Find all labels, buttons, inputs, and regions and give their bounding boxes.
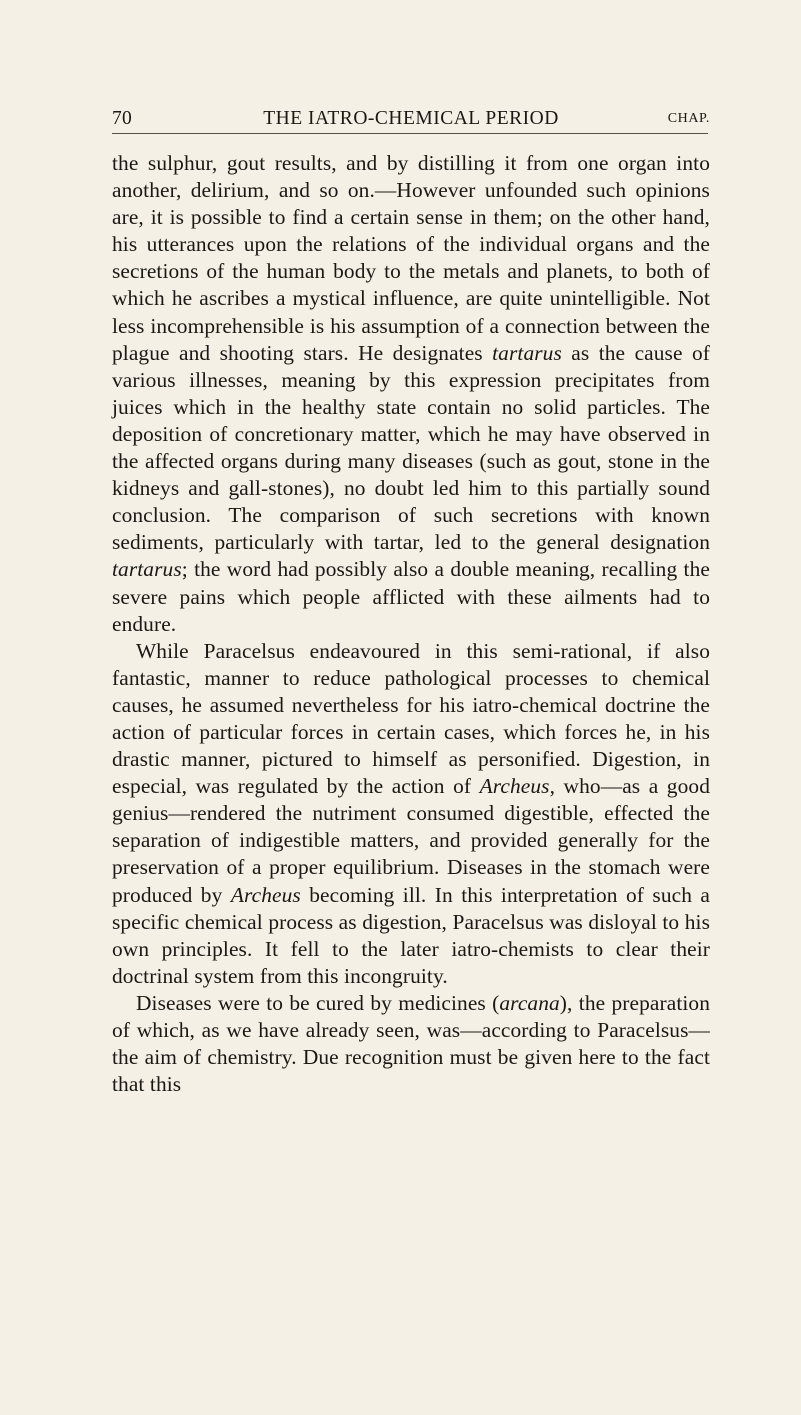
text-run: While Paracelsus endeavoured in this semi-rational, if also fantastic, manner to reduce pathological processes to chemical causes, he assumed nevertheless for his iatro-chemical doctrine the action of particular forces in certain cases, which forces he, in his drastic manner, pictured to himself as personified. Digestion, in especial, was regulated by the action of: [112, 638, 710, 799]
header-rule: [112, 133, 708, 134]
chapter-abbreviation: CHAP.: [667, 111, 710, 126]
italic-term: Archeus: [230, 882, 301, 907]
text-run: as the cause of various illnesses, meaning by this expression precipitates from juices which in the healthy state contain no solid particles. The deposition of concretionary matter, which he may have observed in the affected organs during many diseases (such as gout, stone in the kidneys and gall-stones), no doubt led him to this partially sound conclusion. The comparison of such secretions with known sediments, particularly with tartar, led to the general designation: [112, 340, 710, 555]
body-text: [112, 150, 710, 1098]
text-run: becoming ill. In this interpretation of such a specific chemical process as digestion, Paracelsus was disloyal to his own principles. It fell to the later iatro-chemists to clear their doctrinal system from this incongruity.: [112, 882, 711, 988]
running-title: THE IATRO-CHEMICAL PERIOD: [263, 108, 559, 129]
italic-term: tartarus: [112, 557, 182, 582]
paragraph-2: [112, 638, 710, 990]
text-run: the sulphur, gout results, and by distilling it from one organ into another, delirium, and so on.—However unfounded such opinions are, it is possible to find a certain sense in them; on the other hand, his utterances upon the relations of the individual organs and the secretions of the human body to the metals and planets, to both of which he ascribes a mystical influence, are quite unintelligible. Not less incomprehensible is his assumption of a connection between the plague and shooting stars. He designates: [112, 151, 710, 365]
running-head: [112, 108, 710, 134]
italic-term: arcana: [499, 990, 560, 1015]
italic-term: Archeus: [479, 774, 550, 799]
text-run: , who—as a good genius—rendered the nutriment consumed digestible, effected the separation of indigestible matters, and provided generally for the preservation of a proper equilibrium. Diseases in the stomach were produced by: [112, 774, 710, 907]
paragraph-3: [112, 990, 710, 1098]
text-run: ), the preparation of which, as we have already seen, was—according to Paracelsus—the aim of chemistry. Due recognition must be given here to the fact that this: [112, 990, 711, 1097]
page-number: 70: [112, 108, 132, 129]
italic-term: tartarus: [492, 340, 562, 365]
paragraph-1: [112, 150, 710, 638]
text-run: ; the word had possibly also a double meaning, recalling the severe pains which people afflicted with these ailments had to endure.: [112, 557, 710, 636]
text-run: Diseases were to be cured by medicines (: [136, 990, 500, 1015]
